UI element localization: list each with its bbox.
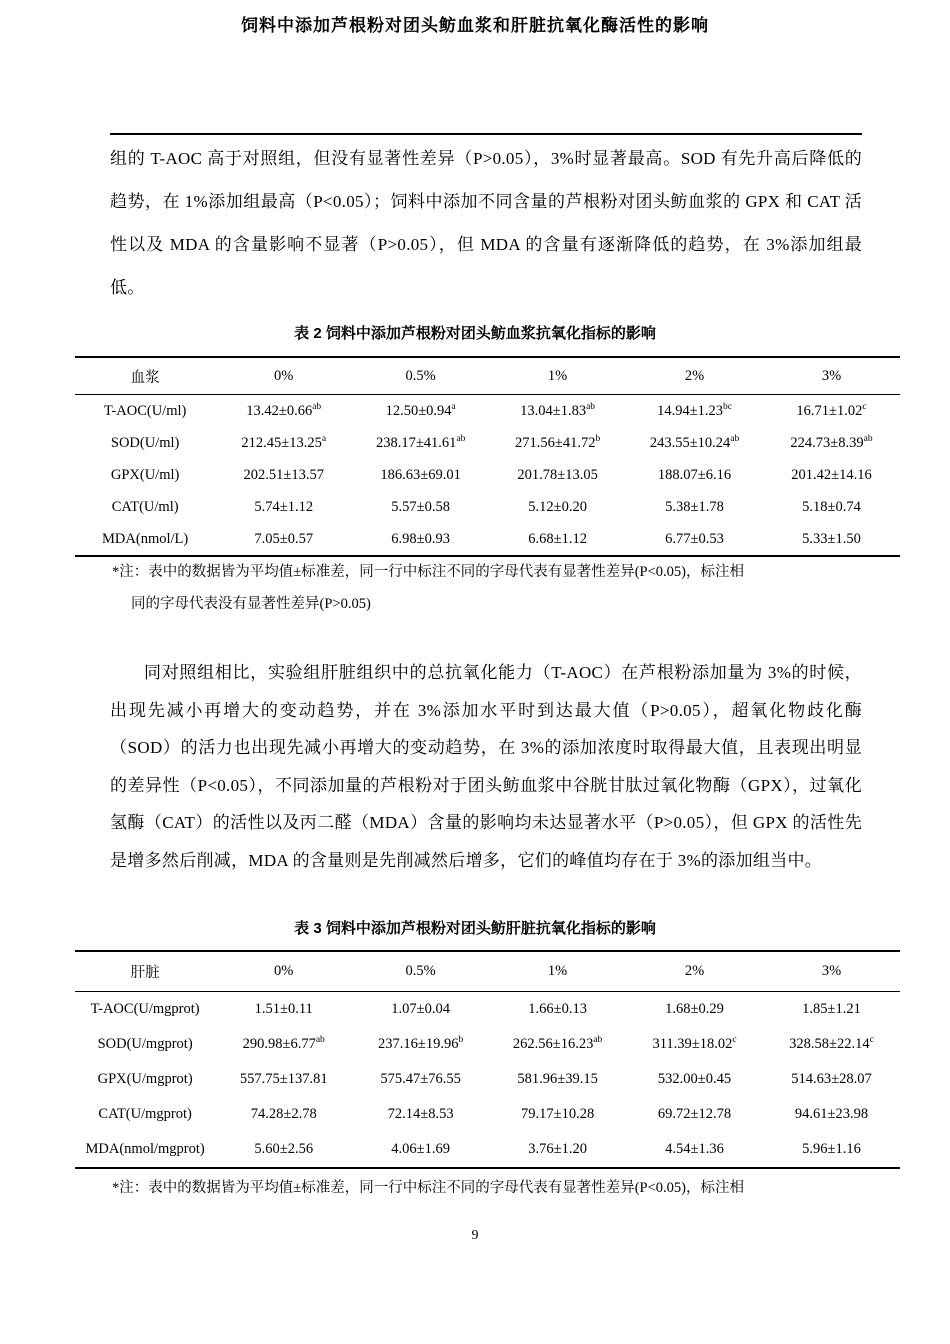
value-cell: 14.94±1.23$^{bc}$ [657,401,732,419]
note-line: 同的字母代表没有显著性差异(P>0.05) [131,596,371,612]
value-cell: 13.04±1.83$^{ab}$ [520,401,596,419]
value-cell: 3.76±1.20 [528,1141,587,1157]
value-cell: 12.50±0.94$^a$ [385,401,456,419]
significance-letter: c [732,1035,737,1046]
value-cell: 5.60±2.56 [254,1141,314,1157]
row-label: T-AOC(U/mgprot) [90,1001,200,1017]
table-row [75,1027,900,1062]
table2-note [112,556,864,620]
header-row [75,951,900,992]
table-plasma-antioxidant [75,356,900,557]
value-cell: 532.00±0.45 [657,1071,732,1087]
significance-letter: ab [730,433,740,444]
row-label: GPX(U/ml) [110,466,180,483]
row-label: CAT(U/mgprot) [98,1106,192,1122]
table-liver-antioxidant [75,950,900,1169]
row-label: CAT(U/ml) [111,498,179,515]
row-label: GPX(U/mgprot) [97,1071,193,1087]
header-dose-level: 1% [547,367,568,384]
header-row [75,357,900,395]
row-label: MDA(nmol/mgprot) [85,1141,205,1157]
value-cell: 1.07±0.04 [391,1001,451,1017]
significance-letter: bc [723,401,732,412]
value-cell: 4.54±1.36 [665,1141,724,1157]
table-row [75,395,900,428]
value-cell: 290.98±6.77$^{ab}$ [242,1035,325,1052]
row-label: SOD(U/ml) [110,434,180,451]
value-cell: 5.33±1.50 [802,530,861,547]
table-header [75,357,900,395]
row-label: SOD(U/mgprot) [97,1036,193,1052]
value-cell: 7.05±0.57 [254,530,314,547]
table-header [75,951,900,992]
value-cell: 5.96±1.16 [802,1141,861,1157]
value-cell: 188.07±6.16 [657,466,732,483]
page-title: 饲料中添加芦根粉对团头鲂血浆和肝脏抗氧化酶活性的影响 [241,16,709,35]
value-cell: 262.56±16.23$^{ab}$ [512,1035,603,1052]
value-cell: 94.61±23.98 [794,1106,869,1122]
significance-letter: ab [593,1035,603,1046]
value-cell: 201.42±14.16 [791,466,872,483]
table-row [75,992,900,1028]
value-cell: 5.57±0.58 [391,498,451,515]
value-cell: 79.17±10.28 [520,1106,595,1122]
value-cell: 557.75±137.81 [239,1071,328,1087]
note-line: *注：表中的数据皆为平均值±标准差，同一行中标注不同的字母代表有显著性差异(P<0.05)，标注相 [112,1180,744,1196]
value-cell: 237.16±19.96$^b$ [378,1035,464,1052]
table-body [75,395,900,557]
value-cell: 5.74±1.12 [254,498,314,515]
value-cell: 74.28±2.78 [250,1106,317,1122]
table3-note [112,1172,864,1204]
value-cell: 238.17±41.61$^{ab}$ [375,433,466,451]
value-cell: 69.72±12.78 [657,1106,732,1122]
table3-caption: 表 3 饲料中添加芦根粉对团头鲂肝脏抗氧化指标的影响 [294,920,656,937]
value-cell: 581.96±39.15 [517,1071,598,1087]
significance-letter: a [451,401,456,412]
row-label: MDA(nmol/L) [102,530,189,547]
table-row [75,491,900,523]
value-cell: 186.63±69.01 [380,466,461,483]
divider [110,133,862,135]
value-cell: 5.12±0.20 [528,498,587,515]
significance-letter: ab [863,433,873,444]
table-row [75,1097,900,1132]
value-cell: 202.51±13.57 [243,466,324,483]
header-dose-level: 0% [274,963,294,979]
note-line: *注：表中的数据皆为平均值±标准差，同一行中标注不同的字母代表有显著性差异(P<0.05)，标注相 [112,564,744,580]
value-cell: 1.66±0.13 [528,1001,587,1017]
value-cell: 16.71±1.02$^c$ [796,401,867,419]
value-cell: 271.56±41.72$^b$ [514,433,601,451]
header-dose-level: 3% [821,963,842,979]
value-cell: 6.68±1.12 [528,530,587,547]
table-row [75,1132,900,1168]
significance-letter: ab [586,401,596,412]
value-cell: 575.47±76.55 [380,1071,461,1087]
significance-letter: ab [312,401,322,412]
value-cell: 6.77±0.53 [665,530,724,547]
value-cell: 224.73±8.39$^{ab}$ [790,433,873,451]
row-label: T-AOC(U/ml) [103,402,187,419]
significance-letter: ab [456,433,466,444]
value-cell: 514.63±28.07 [791,1071,872,1087]
header-dose-level: 2% [684,367,705,384]
header-dose-level: 0.5% [405,367,436,384]
header-dose-level: 3% [821,367,842,384]
table-body [75,992,900,1169]
header-sample-type: 肝脏 [130,965,160,981]
table2-caption: 表 2 饲料中添加芦根粉对团头鲂血浆抗氧化指标的影响 [294,325,656,342]
value-cell: 328.58±22.14$^c$ [789,1035,874,1052]
value-cell: 311.39±18.02$^c$ [652,1035,737,1052]
value-cell: 1.68±0.29 [665,1001,724,1017]
table-row [75,459,900,491]
value-cell: 243.55±10.24$^{ab}$ [649,433,740,451]
page-number: 9 [471,1228,479,1243]
value-cell: 1.51±0.11 [254,1001,313,1017]
value-cell: 72.14±8.53 [387,1106,454,1122]
header-dose-level: 1% [547,963,568,979]
table-row [75,523,900,556]
significance-letter: c [869,1035,874,1046]
header-dose-level: 0% [274,367,294,384]
table-row [75,1062,900,1097]
value-cell: 4.06±1.69 [391,1141,451,1157]
significance-letter: c [862,401,867,412]
header-sample-type: 血浆 [130,369,160,386]
header-dose-level: 0.5% [405,963,436,979]
significance-letter: ab [315,1035,325,1046]
significance-letter: b [458,1035,464,1046]
paragraph-liver-results: 同对照组相比，实验组肝脏组织中的总抗氧化能力（T-AOC）在芦根粉添加量为 3%的时候，出现先减小再增大的变动趋势，并在 3%添加水平时到达最大值（P>0.05），超氧化物歧化酶（SOD）的活力也出现先减小再增大的变动趋势，在 3%的添加浓度时取得最大值，且表现出明显的差异性（P<0.05），不同添加量的芦根粉对于团头鲂血浆中谷胱甘肽过氧化物酶（GPX），过氧化氢酶（CAT）的活性以及丙二醛（MDA）含量的影响均未达显著水平（P>0.05），但 GPX 的活性先是增多然后削减，MDA 的含量则是先削减然后增多，它们的峰值均存在于 3%的添加组当中。 [110,663,862,870]
significance-letter: a [321,433,327,444]
header-dose-level: 2% [684,963,705,979]
value-cell: 1.85±1.21 [802,1001,861,1017]
value-cell: 6.98±0.93 [391,530,451,547]
value-cell: 5.18±0.74 [802,498,861,515]
value-cell: 212.45±13.25$^a$ [241,433,327,451]
table-row [75,427,900,459]
significance-letter: b [595,433,601,444]
value-cell: 201.78±13.05 [517,466,598,483]
value-cell: 5.38±1.78 [665,498,724,515]
paragraph-plasma-results: 组的 T-AOC 高于对照组，但没有显著性差异（P>0.05），3%时显著最高。SOD 有先升高后降低的趋势，在 1%添加组最高（P<0.05）；饲料中添加不同含量的芦根粉对团头鲂血浆的 GPX 和 CAT 活性以及 MDA 的含量影响不显著（P>0.05），但 MDA 的含量有逐渐降低的趋势，在 3%添加组最低。 [110,149,862,297]
value-cell: 13.42±0.66$^{ab}$ [246,401,322,419]
